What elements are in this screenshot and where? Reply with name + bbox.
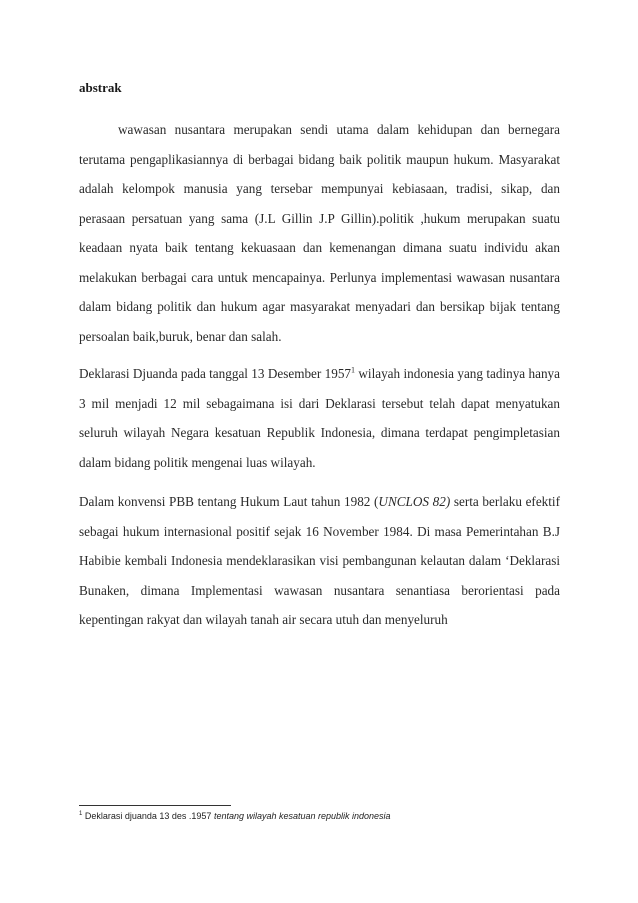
para2-text-end: wilayah indonesia yang tadinya hanya 3 mil menjadi 12 mil sebagaimana isi dari Deklarasi tersebut telah dapat menyatukan seluruh wilayah Negara kesatuan Republik Indonesia, dimana terdapat pengimpletasian dalam bidang politik mengenai luas wilayah. xyxy=(79,366,560,470)
footnote-italic: tentang wilayah kesatuan republik indonesia xyxy=(213,811,391,821)
para2-text-start: Deklarasi Djuanda pada tanggal 13 Desember 1957 xyxy=(79,366,352,381)
footnote-text: Deklarasi djuanda 13 des .1957 xyxy=(82,811,214,821)
abstract-text: wawasan nusantara merupakan sendi utama dalam kehidupan dan bernegara terutama pengaplikasiannya di berbagai bidang baik politik maupun hukum. Masyarakat adalah kelompok manusia yang tersebar mempunyai kebiasaan, tradisi, sikap, dan perasaan persatuan yang sama (J.L Gillin J.P Gillin).politik ,hukum merupakan suatu keadaan nyata baik tentang kekuasaan dan kemenangan dimana suatu individu akan melakukan berbagai cara untuk mencapainya. Perlunya implementasi wawasan nusantara dalam bidang politik dan hukum agar masyarakat menyadari dan bersikap bijak tentang persoalan baik,buruk, benar dan salah. xyxy=(79,122,560,344)
para3-text-start: Dalam konvensi PBB tentang Hukum Laut tahun 1982 ( xyxy=(79,494,379,509)
section-heading: abstrak xyxy=(79,80,122,95)
para3-text-end: serta berlaku efektif sebagai hukum internasional positif sejak 16 November 1984. Di masa Pemerintahan B.J Habibie kembali Indonesia mendeklarasikan visi pembangunan kelautan dalam ‘Deklarasi Bunaken, dimana Implementasi wawasan nusantara senantiasa berorientasi pada kepentingan rakyat dan wilayah tanah air secara utuh dan menyeluruh xyxy=(79,494,560,627)
abstract-paragraph xyxy=(79,115,560,351)
unclos-paragraph xyxy=(79,487,560,635)
footnote-ref[interactable]: 1 xyxy=(351,365,356,375)
footnote-marker: 1 xyxy=(79,811,83,817)
para3-italic: UNCLOS 82) xyxy=(378,494,451,509)
footnote xyxy=(79,811,391,821)
footnote-separator xyxy=(79,805,231,806)
djuanda-paragraph xyxy=(79,359,560,477)
